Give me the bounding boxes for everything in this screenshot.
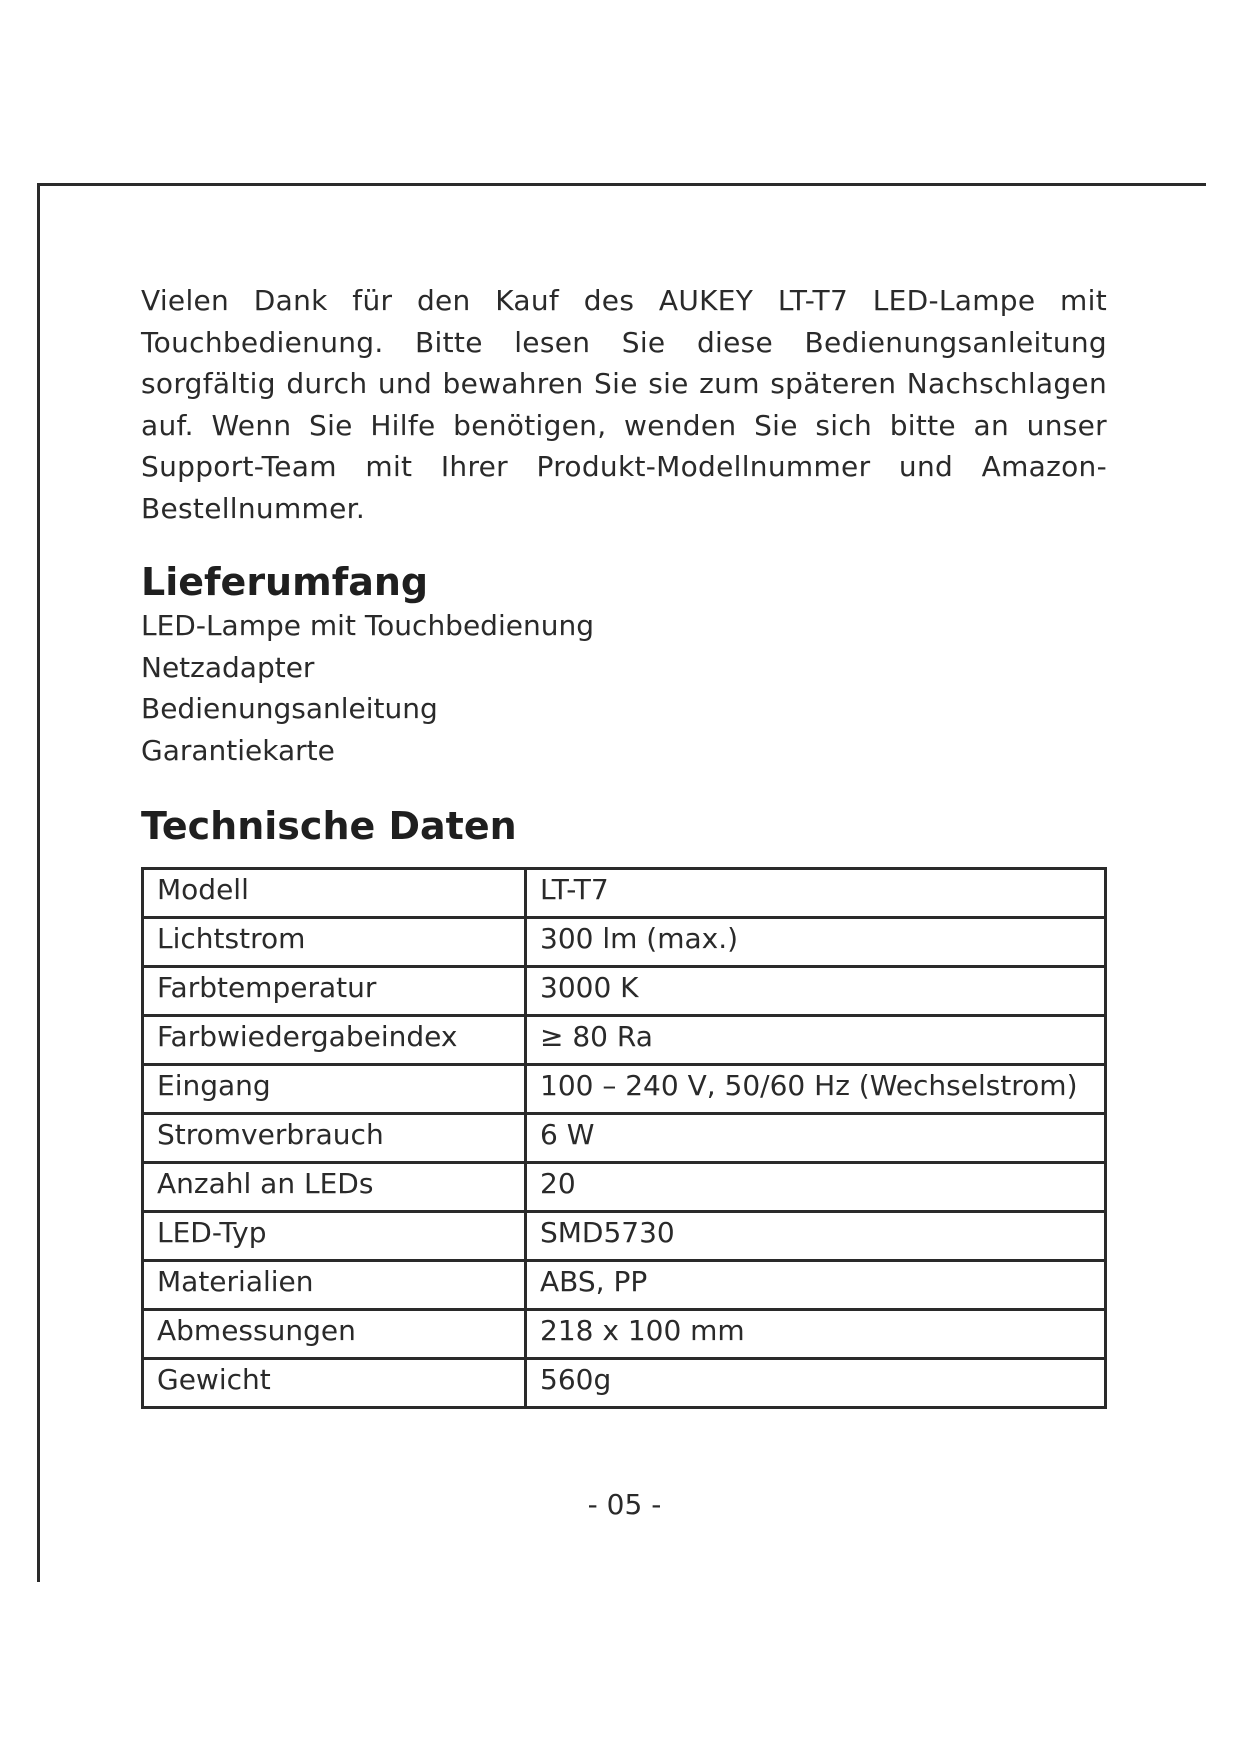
table-row: [143, 1065, 1106, 1114]
spec-value: 3000 K: [526, 967, 1106, 1016]
table-row: [143, 1163, 1106, 1212]
spec-value: 6 W: [526, 1114, 1106, 1163]
lieferumfang-list: [141, 605, 1107, 771]
specs-table: [141, 867, 1107, 1409]
spec-value: 560g: [526, 1359, 1106, 1408]
spec-value: 20: [526, 1163, 1106, 1212]
spec-label: Lichtstrom: [143, 918, 526, 967]
lieferumfang-heading: Lieferumfang: [141, 560, 429, 604]
table-row: [143, 1212, 1106, 1261]
technische-daten-heading: Technische Daten: [141, 804, 517, 848]
page-number: - 05 -: [587, 1488, 662, 1521]
manual-page-content: [141, 280, 1107, 1409]
spec-label: Gewicht: [143, 1359, 526, 1408]
list-item: Garantiekarte: [141, 733, 335, 767]
intro-paragraph: Vielen Dank für den Kauf des AUKEY LT-T7 LED-Lampe mit Touchbedienung. Bitte lesen Sie diese Bedienungsanleitung sorgfältig durch und bewahren Sie sie zum späteren Nachschlagen auf. Wenn Sie Hilfe benötigen, wenden Sie sich bitte an unser Support-Team mit Ihrer Produkt-Modellnummer und Amazon-Bestellnummer.: [141, 284, 1107, 525]
spec-value: SMD5730: [526, 1212, 1106, 1261]
table-row: [143, 1310, 1106, 1359]
table-row: [143, 1114, 1106, 1163]
table-row: [143, 869, 1106, 918]
table-row: [143, 918, 1106, 967]
spec-label: Farbtemperatur: [143, 967, 526, 1016]
spec-label: Stromverbrauch: [143, 1114, 526, 1163]
spec-value: ≥ 80 Ra: [526, 1016, 1106, 1065]
page-frame-top-border: [37, 183, 1206, 186]
spec-label: LED-Typ: [143, 1212, 526, 1261]
spec-label: Farbwiedergabeindex: [143, 1016, 526, 1065]
spec-label: Abmessungen: [143, 1310, 526, 1359]
spec-value: 218 x 100 mm: [526, 1310, 1106, 1359]
spec-label: Materialien: [143, 1261, 526, 1310]
list-item: Netzadapter: [141, 650, 315, 684]
spec-value: 300 lm (max.): [526, 918, 1106, 967]
table-row: [143, 1016, 1106, 1065]
spec-label: Anzahl an LEDs: [143, 1163, 526, 1212]
table-row: [143, 967, 1106, 1016]
spec-value: ABS, PP: [526, 1261, 1106, 1310]
spec-label: Eingang: [143, 1065, 526, 1114]
spec-label: Modell: [143, 869, 526, 918]
spec-value: LT-T7: [526, 869, 1106, 918]
table-row: [143, 1359, 1106, 1408]
table-row: [143, 1261, 1106, 1310]
spec-value: 100 – 240 V, 50/60 Hz (Wechselstrom): [526, 1065, 1106, 1114]
list-item: Bedienungsanleitung: [141, 692, 438, 725]
list-item: LED-Lampe mit Touchbedienung: [141, 609, 594, 642]
page-frame-left-border: [37, 183, 40, 1582]
